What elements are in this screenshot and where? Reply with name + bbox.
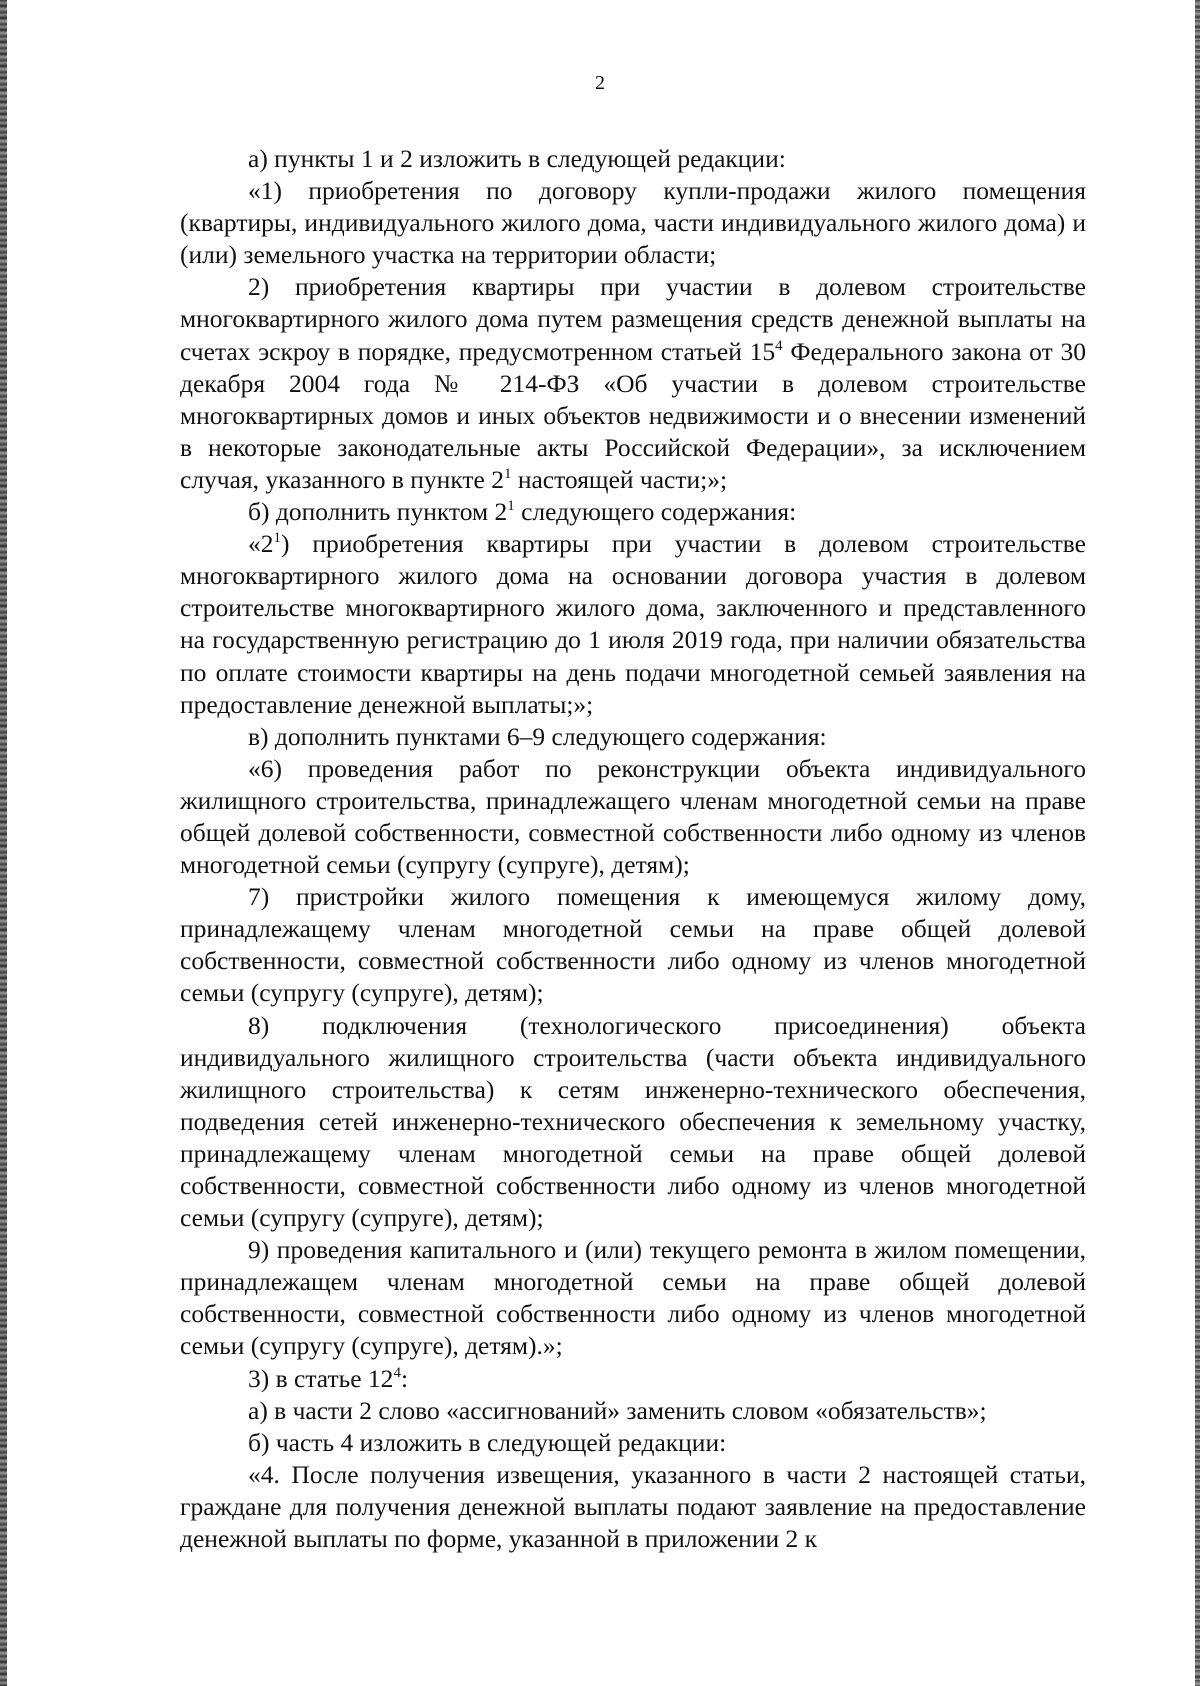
scan-edge-right [1195, 0, 1200, 1686]
paragraph-7: «6) проведения работ по реконструкции объекта индивидуального жилищного строительства, принадлежащего членам многодетной семьи на праве общей долевой собственности, совместной собственности либо одному из членов многодетной семьи (супругу (супруге), детям); [180, 753, 1086, 880]
paragraph-14: «4. После получения извещения, указанного в части 2 настоящей статьи, граждане для получения денежной выплаты подают заявление на предоставление денежной выплаты по форме, указанной в приложении 2 к [180, 1459, 1086, 1554]
paragraph-11: 3) в статье $12^4$: [248, 1363, 409, 1393]
paragraph-6: в) дополнить пунктами 6–9 следующего содержания: [248, 721, 827, 751]
paragraph-10: 9) проведения капитального и (или) текущего ремонта в жилом помещении, принадлежащем членам многодетной семьи на праве общей долевой собственности, совместной собственности либо одному из членов многодетной семьи (супругу (супруге), детям).»; [180, 1235, 1086, 1361]
paragraph-8: 7) пристройки жилого помещения к имеющемуся жилому дому, принадлежащему членам многодетной семьи на праве общей долевой собственности, совместной собственности либо одному из членов многодетной семьи (супругу (супруге), детям); [180, 882, 1086, 1008]
scan-edge-left [0, 0, 7, 1686]
paragraph-9: 8) подключения (технологического присоединения) объекта индивидуального жилищного строительства (части объекта индивидуального жилищного строительства) к сетям инженерно-технического обеспечения, подведения сетей инженерно-технического обеспечения к земельному участку, принадлежащему членам многодетной семьи на праве общей долевой собственности, совместной собственности либо одному из членов многодетной семьи (супругу (супруге), детям); [180, 1010, 1086, 1233]
paragraph-4: б) дополнить пунктом $2^1$ следующего содержания: [248, 497, 797, 527]
paragraph-2: «1) приобретения по договору купли-продажи жилого помещения (квартиры, индивидуального жилого дома, части индивидуального жилого дома) и (или) земельного участка на территории области; [180, 176, 1086, 270]
paragraph-1: а) пункты 1 и 2 изложить в следующей редакции: [248, 144, 786, 173]
superscript: 1 [503, 465, 512, 482]
page-number: 2 [595, 72, 605, 94]
paragraph-12: а) в части 2 слово «ассигнований» заменить словом «обязательств»; [248, 1395, 987, 1425]
superscript: 4 [393, 1364, 401, 1381]
paragraph-13: б) часть 4 изложить в следующей редакции: [248, 1427, 727, 1457]
paragraph-5: «$2^1$) приобретения квартиры при участии в долевом строительстве многоквартирного жилого дома на основании договора участия в долевом строительстве многоквартирного жилого дома, заключенного и представленного на государственную регистрацию до 1 июля 2019 года, при наличии обязательства по оплате стоимости квартиры на день подачи многодетной семьей заявления на предоставление денежной выплаты;»; [180, 529, 1086, 719]
superscript: 1 [507, 498, 515, 515]
superscript: 4 [775, 337, 783, 354]
document-body [180, 143, 1086, 1555]
superscript: 1 [273, 530, 281, 547]
paragraph-3: 2) приобретения квартиры при участии в долевом строительстве многоквартирного жилого дома путем размещения средств денежной выплаты на счетах эскроу в порядке, предусмотренном статьей $15^4$ Федерального закона от 30 декабря 2004 года № 214-ФЗ «Об участии в долевом строительстве многоквартирных домов и иных объектов недвижимости и о внесении изменений в некоторые законодательные акты Российской Федерации», за исключением случая, указанного в пункте $2^1$ настоящей части;»; [180, 272, 1086, 494]
